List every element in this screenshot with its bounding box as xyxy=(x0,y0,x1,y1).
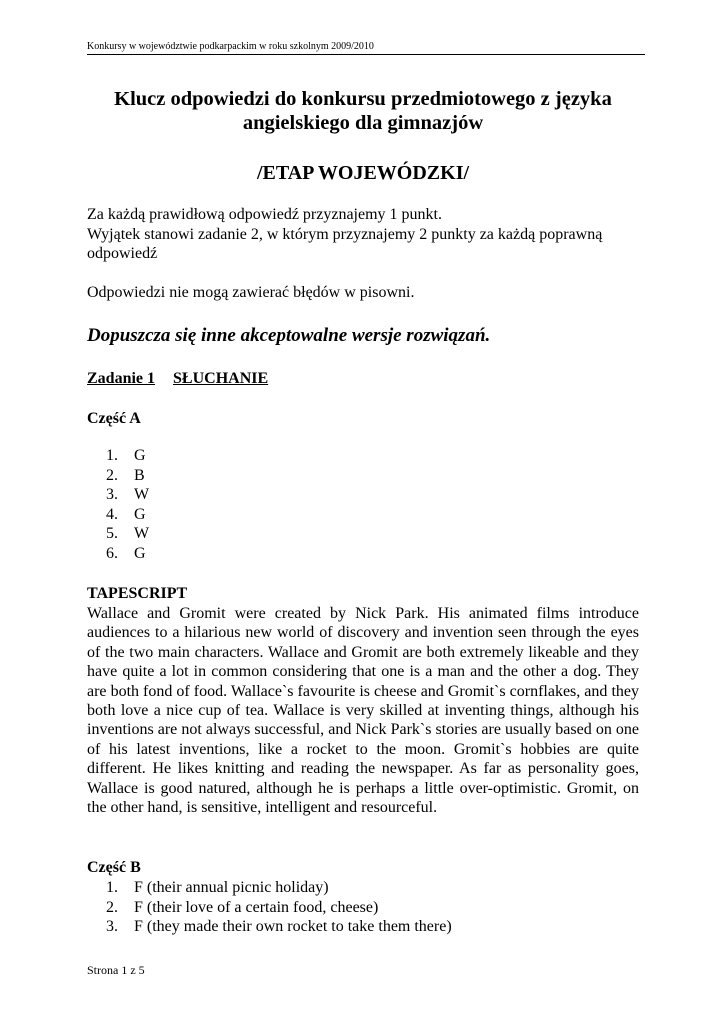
list-item xyxy=(106,524,149,544)
item-number: 4. xyxy=(106,505,118,523)
tapescript-text: Wallace and Gromit were created by Nick Park. His animated films introduce audiences to a hilarious new world of discovery and invention seen through the eyes of the two main characters. Wallace and Gromit are both extremely likeable and they have quite a lot in common considering that one is a man and the other a dog. They are both fond of food. Wallace`s favourite is cheese and Gromit`s cornflakes, and they both love a nice cup of tea. Wallace is very skilled at inventing things, although his inventions are not always successful, and Nick Park`s stories are usually based on one of his latest inventions, like a rocket to the moon. Gromit`s hobbies are quite different. He likes knitting and reading the newspaper. As far as personality goes, Wallace is good natured, although he is perhaps a little over-optimistic. Gromit, on the other hand, is sensitive, intelligent and resourceful. xyxy=(87,605,639,817)
part-a-answers xyxy=(106,446,149,563)
rule-line-1: Za każdą prawidłową odpowiedź przyznajemy 1 punkt. xyxy=(87,206,442,223)
item-answer: B xyxy=(134,466,145,484)
item-number: 2. xyxy=(106,466,118,484)
item-number: 2. xyxy=(106,898,118,916)
item-number: 5. xyxy=(106,525,118,542)
list-item xyxy=(106,505,149,525)
page-footer: Strona 1 z 5 xyxy=(87,963,145,977)
list-item xyxy=(106,544,149,564)
list-item xyxy=(106,878,452,898)
list-item xyxy=(106,898,452,918)
item-number: 1. xyxy=(106,447,118,464)
item-answer: G xyxy=(134,447,146,464)
item-answer: W xyxy=(134,525,150,542)
item-answer: G xyxy=(134,505,146,523)
item-answer: F (their annual picnic holiday) xyxy=(134,879,329,896)
item-answer: F (they made their own rocket to take them there) xyxy=(134,918,452,935)
part-b-answers xyxy=(106,878,452,937)
list-item xyxy=(106,466,149,486)
document-title xyxy=(87,87,639,135)
tapescript-heading: TAPESCRIPT xyxy=(87,585,188,602)
item-answer: W xyxy=(134,486,150,503)
stage-heading: /ETAP WOJEWÓDZKI/ xyxy=(256,162,470,184)
item-number: 3. xyxy=(106,486,118,503)
list-item xyxy=(106,917,452,937)
accept-note: Dopuszcza się inne akceptowalne wersje rozwiązań. xyxy=(87,325,491,346)
item-number: 6. xyxy=(106,544,118,562)
title-line-2: angielskiego dla gimnazjów xyxy=(242,112,484,134)
item-answer: G xyxy=(134,544,146,562)
item-number: 1. xyxy=(106,879,118,896)
spelling-note: Odpowiedzi nie mogą zawierać błędów w pisowni. xyxy=(87,284,415,301)
task-1-label: Zadanie 1 xyxy=(87,370,156,387)
item-answer: F (their love of a certain food, cheese) xyxy=(134,898,379,916)
rule-line-2: Wyjątek stanowi zadanie 2, w którym przyznajemy 2 punkty za każdą poprawną odpowiedź xyxy=(87,225,603,262)
item-number: 3. xyxy=(106,918,118,935)
title-line-1: Klucz odpowiedzi do konkursu przedmiotowego z języka xyxy=(114,88,612,110)
list-item xyxy=(106,446,149,466)
part-a-heading: Część A xyxy=(87,410,141,427)
part-b-heading: Część B xyxy=(87,859,141,876)
task-1-name: SŁUCHANIE xyxy=(173,370,269,387)
page-header: Konkursy w województwie podkarpackim w roku szkolnym 2009/2010 xyxy=(87,41,645,55)
list-item xyxy=(106,485,149,505)
scoring-rules xyxy=(87,205,639,264)
task-1-heading xyxy=(87,369,268,389)
